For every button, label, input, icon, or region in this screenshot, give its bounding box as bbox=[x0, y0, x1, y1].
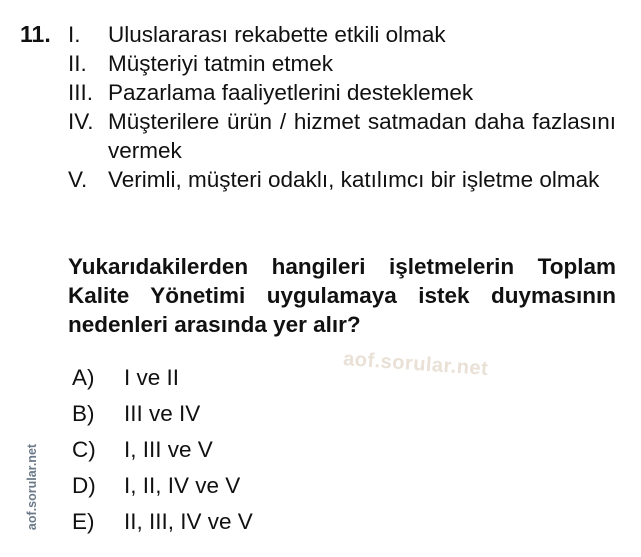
statement-list bbox=[68, 20, 616, 194]
statement-item bbox=[68, 49, 616, 78]
statement-text: Pazarlama faaliyetlerini desteklemek bbox=[108, 80, 474, 105]
option-letter: A) bbox=[72, 365, 95, 390]
statement-item bbox=[68, 20, 616, 49]
option-letter: D) bbox=[72, 473, 96, 498]
option-text: III ve IV bbox=[124, 401, 201, 426]
statement-numeral: II. bbox=[68, 51, 87, 76]
statement-item bbox=[68, 165, 616, 194]
statement-text: Müşterilere ürün / hizmet satmadan daha fazlasını vermek bbox=[108, 109, 616, 163]
answer-option-d[interactable] bbox=[72, 468, 253, 504]
option-text: I, III ve V bbox=[124, 437, 213, 462]
answer-option-c[interactable] bbox=[72, 432, 253, 468]
statement-text: Uluslararası rekabette etkili olmak bbox=[108, 22, 446, 47]
option-text: II, III, IV ve V bbox=[124, 509, 253, 534]
statement-item bbox=[68, 78, 616, 107]
option-letter: E) bbox=[72, 509, 95, 534]
statement-numeral: IV. bbox=[68, 109, 94, 134]
statement-numeral: III. bbox=[68, 80, 94, 105]
statement-numeral: I. bbox=[68, 22, 81, 47]
statement-text: Müşteriyi tatmin etmek bbox=[108, 51, 334, 76]
option-letter: B) bbox=[72, 401, 95, 426]
answer-option-a[interactable] bbox=[72, 360, 253, 396]
answer-option-e[interactable] bbox=[72, 504, 253, 540]
statement-item bbox=[68, 107, 616, 165]
statement-text: Verimli, müşteri odaklı, katılımcı bir işletme olmak bbox=[108, 167, 600, 192]
question-number: 11. bbox=[20, 21, 51, 47]
question-stem: Yukarıdakilerden hangileri işletmelerin Toplam Kalite Yönetimi uygulamaya istek duymasının nedenleri arasında yer alır? bbox=[68, 254, 616, 337]
statement-numeral: V. bbox=[68, 167, 88, 192]
answer-option-b[interactable] bbox=[72, 396, 253, 432]
watermark-center: aof.sorular.net bbox=[342, 348, 489, 381]
option-text: I, II, IV ve V bbox=[124, 473, 241, 498]
watermark-side: aof.sorular.net bbox=[25, 443, 39, 531]
answer-options bbox=[72, 360, 253, 540]
option-letter: C) bbox=[72, 437, 96, 462]
option-text: I ve II bbox=[124, 365, 180, 390]
